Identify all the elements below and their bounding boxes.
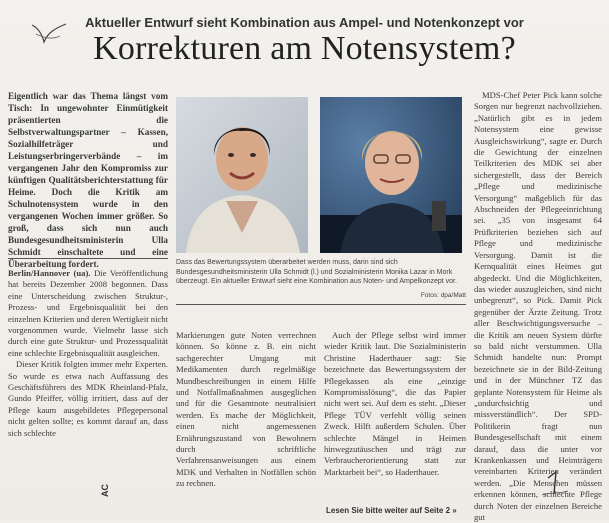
continue-reading-link[interactable]: Lesen Sie bitte weiter auf Seite 2 » <box>326 506 457 515</box>
column-right-body <box>474 90 602 523</box>
photo-ulla-schmidt <box>176 97 308 253</box>
body-paragraph: MDS-Chef Peter Pick kann solche Sorgen nur begrenzt nachvollziehen. „Natürlich gibt es in jedem Notensystem eine gewisse Ausgleichswirkung“, sagte er. Durch die Gewichtung der einzelnen Teilkriterien des MDK sei aber sichergestellt, dass der Bereich „Pflege und medizinische Versorgung“ maßgeblich für das Abschneiden der Pflegeeinrichtung sei. „35 von insgesamt 64 Prüfkriterien beziehen sich auf Pflege und medizinische Versorgung. Damit ist die Kernqualität eines Heimes gut abgedeckt. Und die Möglichkeiten, das wieder auszugleichen, sind nicht unbegrenzt“, so Pick. Damit Pick gegenüber der Ärzte Zeitung. Trotz aller Beschwichtigungsversuche – die Kritik am neuen System dürfte so bald nicht verstummen. Ulla Schmidt handelte nun: Prompt bezeichnete sie in der Bild-Zeitung und in der Münchner TZ das geplante Notensystem für Heime als „undurchsichtig und missverständlich“. Der SPD-Politikerin fragt nun Bundesgesellschaft mit einem darauf, dass die unter vor Krankenkassen und Heimträgern vereinbarten Kriterien verändert werden. „Die Menschen müssen erkennen können, schlechte Pflege durch Noten der einzelnen Bereiche gut <box>474 90 602 523</box>
caption-divider <box>176 304 466 305</box>
lead-paragraph: Eigentlich war das Thema längst vom Tisch: In ungewohnter Einmütigkeit präsentierten die Selbstverwaltungspartner – Kassen, Sozialhilfeträger und Leistungserbringerverbände – im vergangenen Jahr den Kompromiss zur künftigen Qualitätsberichterstattung für Heime. Doch die Kritik am Schulnotensystem wurde in den vergangenen Wochen immer größer. So groß, dass sich nun auch Bundesgesundheitsministerin Ulla Schmidt einschaltete und eine Überarbeitung fordert. <box>8 91 168 269</box>
column-1-body <box>8 268 168 439</box>
body-paragraph: Auch der Pflege selbst wird immer wieder Kritik laut. Die Sozialministerin Christine Haderthauer sagt: Sie bezeichnete das Bewertungssystem der Pflegekassen als eine „einzige Kompromisslösung“, die das Papier nicht wert sei. Auf dem es steht. „Dieser Pflege TÜV verfehlt völlig seinen Zweck. Hilft außerdem Schulen. Über schlechte Mängel in Heimen hinwegzutäuschen und trägt zur Verbraucherorientierung statt zur Marktarbeit bei“, so Haderthauer. <box>324 330 466 477</box>
lead-divider <box>8 258 168 259</box>
margin-mark: AC <box>100 484 110 497</box>
body-paragraph: Dieser Kritik folgten immer mehr Experten. So wurde es etwa nach Auffassung des Geschäftsführers des MDK Rheinland-Pfalz, Gundo Pfeiffer, völlig irritiert, dass auf der Pflege kaum ausgebildetes Pflegepersonal nicht gelten sollte; es kommt darauf an, dass sich schlechte <box>8 359 168 438</box>
article-kicker: Aktueller Entwurf sieht Kombination aus Ampel- und Notenkonzept vor <box>85 15 524 30</box>
photo-credit: Fotos: dpa/Matt <box>420 292 466 299</box>
column-2-body <box>176 330 316 490</box>
pen-number-mark <box>540 468 570 496</box>
body-paragraph: Die Veröffentlichung hat bereits Dezember 2008 begonnen. Dass eine Unterscheidung zwischen Struktur-, Prozess- und Ergebnisqualität bei den einzelnen Kriterien und deren Wertigkeit nicht vorgenommen wurde. Vielmehr lasse sich durch eine gute Struktur- und Prozessqualität eine schlechte Ergebnisqualität ausgleichen. <box>8 268 168 358</box>
article-headline: Korrekturen am Notensystem? <box>93 30 516 67</box>
photo-ministerin <box>320 97 462 253</box>
column-3-body <box>324 330 466 478</box>
column-lead <box>8 90 168 270</box>
photo-caption: Dass das Bewertungssystem überarbeitet werden muss, darin sind sich Bundesgesundheitsministerin Ulla Schmidt (l.) und Sozialministerin Monika Lazar in Mork überzeugt. Ein aktueller Entwurf sieht eine Kombination aus Noten- und Ampelkonzept vor. <box>176 259 457 285</box>
body-paragraph: Markierungen gute Noten verrechnen können. So könne z. B. ein nicht sachgerechter Umgang mit Medikamenten durch regelmäßige Mundbeschreibungen in einem Hilfe und Notfallmaßnahmen ausgeglichen und für die Gesamtnote neutralisiert werden. Es mache der Möglichkeit, einen nicht angemessenen Ernährungszustand von Bewohnern durch schriftliche Verfahrensanweisungen aus einem MDK und Verhalten in Notfällen schön zu rechnen. <box>176 330 316 489</box>
dateline: Berlin/Hannover (ua). <box>8 268 91 278</box>
